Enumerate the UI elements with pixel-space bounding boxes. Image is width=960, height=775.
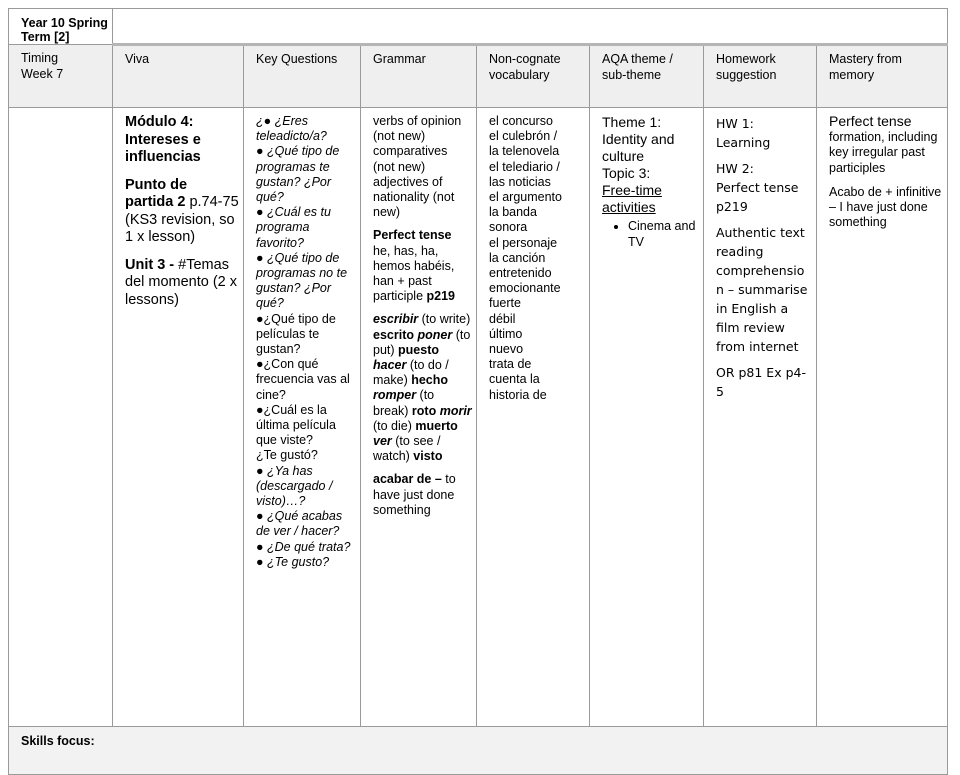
- key-question: ●¿Cuál es la última película que viste?: [256, 402, 336, 448]
- vocab-item: cuenta la: [489, 372, 540, 387]
- vocab-item: emocionante: [489, 281, 561, 296]
- viva-punto: Punto de partida 2 p.74-75 (KS3 revision, so 1 x lesson): [125, 176, 239, 245]
- title-blank-cell: [113, 9, 948, 45]
- aqa-theme: Theme 1: Identity and culture: [602, 114, 675, 164]
- header-mastery: Mastery from memory: [817, 45, 948, 108]
- vocab-item: entretenido: [489, 266, 552, 281]
- homework-cell: [704, 108, 817, 727]
- vocab-item: la telenovela: [489, 144, 560, 159]
- header-grammar: Grammar: [361, 45, 477, 108]
- key-question: ● ¿Qué acabas de ver / hacer?: [256, 509, 343, 539]
- term-plan-table: [8, 8, 948, 775]
- grammar-perfect: Perfect tense he, has, ha, hemos habéis, han + past participle p219: [373, 228, 455, 304]
- vocab-item: fuerte: [489, 296, 521, 311]
- viva-unit: Unit 3 - #Temas del momento (2 x lessons): [125, 256, 238, 308]
- key-question: ● ¿Qué tipo de programas no te gustan? ¿Por qué?: [256, 250, 348, 311]
- vocab-item: último: [489, 326, 523, 341]
- mastery-acabo: Acabo de + infinitive – I have just done something: [829, 184, 942, 230]
- header-timing: [9, 45, 113, 108]
- key-question: ● ¿Qué tipo de programas te gustan? ¿Por qué?: [256, 144, 340, 205]
- vocab-cell: [477, 108, 590, 727]
- homework-1: HW 1: Learning: [716, 116, 771, 150]
- vocab-item: débil: [489, 311, 516, 326]
- vocab-item: el telediario /: [489, 159, 560, 174]
- vocab-item: la banda: [489, 205, 537, 220]
- vocab-item: el concurso: [489, 114, 553, 128]
- key-question: ●¿Qué tipo de películas te gustan?: [256, 311, 336, 357]
- header-viva: Viva: [113, 45, 244, 108]
- vocab-item: nuevo: [489, 342, 524, 357]
- viva-cell: [113, 108, 244, 727]
- skills-focus-label: Skills focus:: [9, 727, 948, 775]
- vocab-item: trata de: [489, 357, 532, 372]
- vocab-item: el culebrón /: [489, 129, 558, 144]
- header-timing-label: Timing: [21, 51, 59, 65]
- header-homework: Homework suggestion: [704, 45, 817, 108]
- aqa-subtopic: Free-time activities: [602, 182, 662, 215]
- vocab-item: el argumento: [489, 190, 562, 205]
- grammar-intro: verbs of opinion (not new) comparatives (not new) adjectives of nationality (not new): [373, 114, 462, 220]
- key-question: ¿Te gustó?: [256, 448, 318, 463]
- aqa-cell: [590, 108, 704, 727]
- key-question: ● ¿Ya has (descargado / visto)…?: [256, 463, 333, 509]
- homework-or: OR p81 Ex p4-5: [716, 365, 806, 399]
- table-title: Year 10 Spring Term [2]: [9, 9, 113, 45]
- header-timing-week: Week 7: [21, 67, 64, 81]
- vocab-item: el personaje: [489, 235, 558, 250]
- vocab-item: las noticias: [489, 174, 551, 189]
- key-question: ● ¿De qué trata?: [256, 539, 351, 554]
- grammar-participles: escribir (to write) escrito poner (to put) puesto hacer (to do / make) hecho romper (to break) roto morir (to die) muerto ver (to see / watch) visto: [373, 312, 472, 464]
- header-row: [9, 45, 948, 108]
- header-vocab: Non-cognate vocabulary: [477, 45, 590, 108]
- header-aqa: AQA theme / sub-theme: [590, 45, 704, 108]
- aqa-bullets: [602, 219, 699, 250]
- vocab-item: la canción: [489, 250, 546, 265]
- aqa-topic: Topic 3:: [602, 165, 651, 181]
- mastery-perfect: Perfect tense formation, including key irregular past participles: [829, 113, 938, 175]
- header-key-questions: Key Questions: [244, 45, 361, 108]
- viva-module: Módulo 4: Intereses e influencias: [125, 114, 201, 165]
- grammar-acabar: acabar de – to have just done something: [373, 472, 456, 517]
- homework-2: HW 2: Perfect tense p219: [716, 161, 799, 214]
- mastery-cell: [817, 108, 948, 727]
- aqa-bullet-item: • Cinema and TV: [628, 219, 699, 250]
- key-questions-cell: [244, 108, 361, 727]
- homework-authentic: Authentic text reading comprehensio n – summarise in English a film review from internet: [716, 225, 808, 354]
- key-question: ● ¿Cuál es tu programa favorito?: [256, 205, 331, 250]
- content-row: [9, 108, 948, 727]
- key-question: ●¿Con qué frecuencia vas al cine?: [256, 357, 350, 402]
- vocab-item: historia de: [489, 387, 547, 402]
- key-question: ● ¿Te gusto?: [256, 554, 330, 569]
- vocab-item: sonora: [489, 220, 528, 235]
- timing-cell: [9, 108, 113, 727]
- key-question: ¿● ¿Eres teleadicto/a?: [256, 114, 327, 144]
- grammar-cell: [361, 108, 477, 727]
- skills-row: [9, 727, 948, 775]
- title-row: [9, 9, 948, 45]
